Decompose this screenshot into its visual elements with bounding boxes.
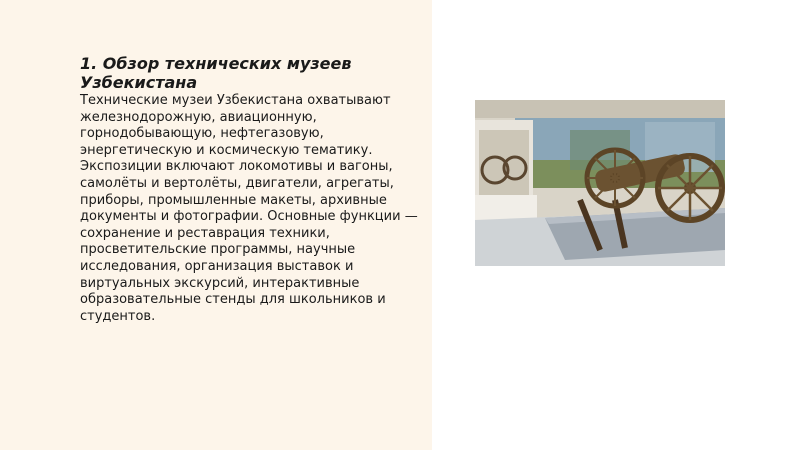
slide-body-text: Технические музеи Узбекистана охватывают железнодорожную, авиационную, горнодобывающую, нефтегазовую, энергетическую и космическую тематику. Экспозиции включают локомотивы и вагоны, самолёты и вертолёты, двигатели, агрегаты, приборы, промышленные макеты, архивные документы и фотографии. Основные функции — сохранение и реставрация техники, просветительские программы, научные исследования, организация выставок и виртуальных экскурсий, интерактивные образовательные стенды для школьников и студентов. bbox=[80, 93, 418, 324]
slide-title: 1. Обзор технических музеев Узбекистана bbox=[80, 54, 352, 92]
museum-exhibit-photo bbox=[475, 100, 725, 266]
